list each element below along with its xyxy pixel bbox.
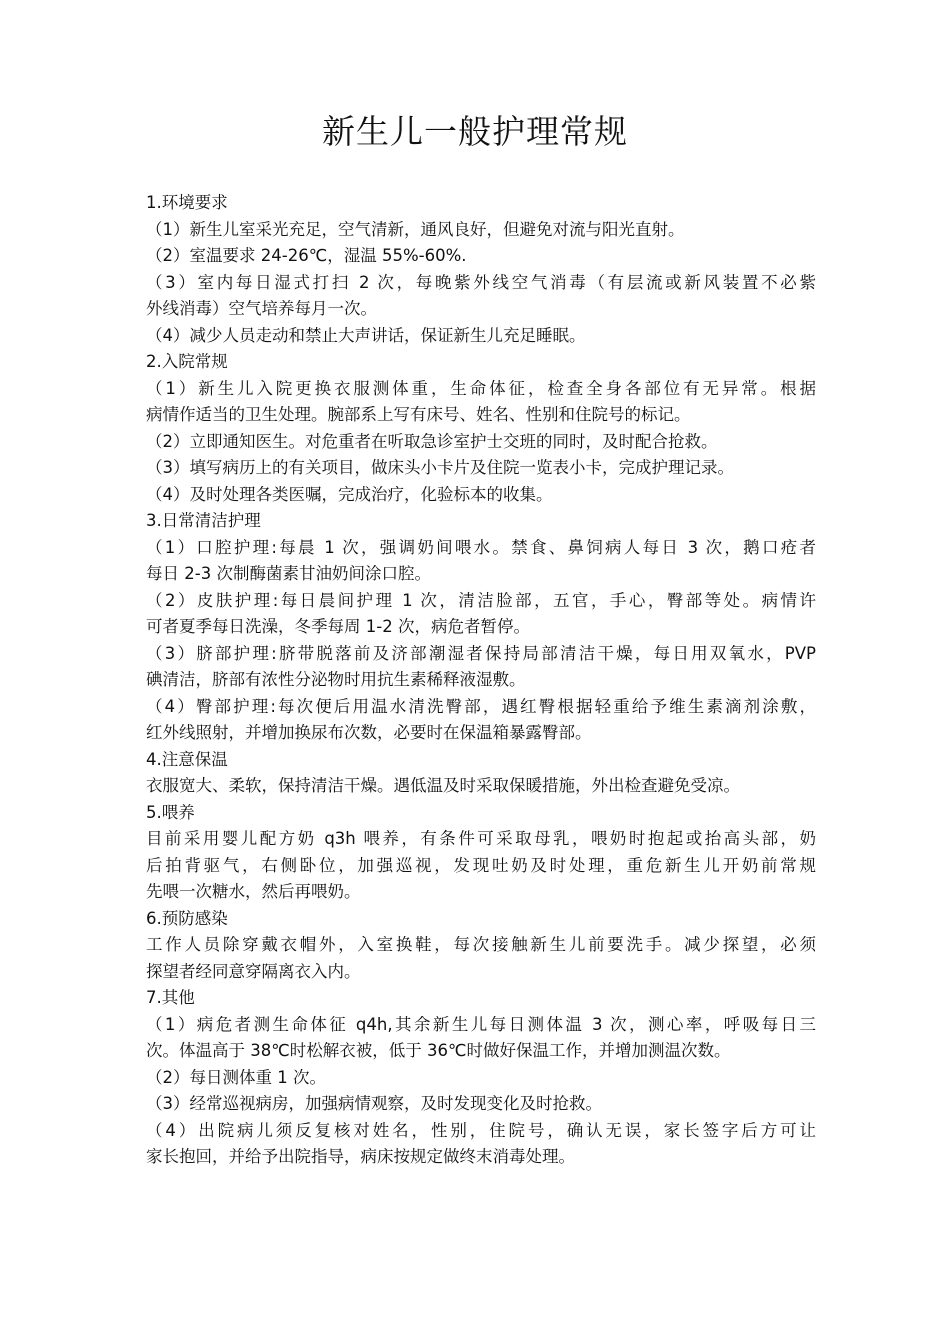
body-line: 探望者经同意穿隔离衣入内。 <box>146 961 361 981</box>
body-line: （1）病危者测生命体征 q4h,其余新生儿每日测体温 3 次，测心率，呼吸每日三 <box>146 1014 816 1034</box>
body-line: （3）填写病历上的有关项目，做床头小卡片及住院一览表小卡，完成护理记录。 <box>146 458 734 477</box>
section-heading: 2.入院常规 <box>146 352 228 371</box>
body-line: 可者夏季每日洗澡，冬季每周 1-2 次，病危者暂停。 <box>146 617 530 636</box>
body-line: （2）每日测体重 1 次。 <box>146 1067 326 1087</box>
body-line: 目前采用婴儿配方奶 q3h 喂养，有条件可采取母乳，喂奶时抱起或抬高头部，奶 <box>146 829 816 848</box>
section-heading: 4.注意保温 <box>146 749 228 769</box>
body-line: （4）减少人员走动和禁止大声讲话，保证新生儿充足睡眠。 <box>146 325 586 345</box>
body-line: 外线消毒）空气培养每月一次。 <box>146 299 377 318</box>
body-line: 工作人员除穿戴衣帽外，入室换鞋，每次接触新生儿前要洗手。减少探望，必须 <box>146 935 816 954</box>
document-title: 新生儿一般护理常规 <box>322 112 628 151</box>
body-line: 衣服宽大、柔软，保持清洁干燥。遇低温及时采取保暖措施，外出检查避免受凉。 <box>146 776 740 795</box>
body-line: （1）口腔护理:每晨 1 次，强调奶间喂水。禁食、鼻饲病人每日 3 次，鹅口疮者 <box>146 537 816 557</box>
body-line: （2）皮肤护理:每日晨间护理 1 次，清洁脸部，五官，手心，臀部等处。病情许 <box>146 590 816 610</box>
body-line: （2）室温要求 24-26℃，湿温 55%-60%. <box>146 246 467 265</box>
body-line: （3）脐部护理:脐带脱落前及济部潮湿者保持局部清洁干燥，每日用双氧水，PVP <box>146 643 816 663</box>
body-line: （1）新生儿室采光充足，空气清新，通风良好，但避免对流与阳光直射。 <box>146 219 685 239</box>
body-line: （1）新生儿入院更换衣服测体重，生命体征，检查全身各部位有无异常。根据 <box>146 378 816 398</box>
body-line: 红外线照射，并增加换尿布次数，必要时在保温箱暴露臀部。 <box>146 723 592 742</box>
body-line: 先喂一次糖水，然后再喂奶。 <box>146 882 361 901</box>
body-line: （3）室内每日湿式打扫 2 次，每晚紫外线空气消毒（有层流或新风装置不必紫 <box>146 272 816 292</box>
section-heading: 3.日常清洁护理 <box>146 511 261 530</box>
body-line: （2）立即通知医生。对危重者在听取急诊室护士交班的同时，及时配合抢救。 <box>146 431 718 451</box>
body-line: 病情作适当的卫生处理。腕部系上写有床号、姓名、性别和住院号的标记。 <box>146 405 691 424</box>
body-line: 后拍背驱气，右侧卧位，加强巡视，发现吐奶及时处理，重危新生儿开奶前常规 <box>146 855 816 875</box>
document-body <box>146 190 816 1171</box>
section-heading: 7.其他 <box>146 988 195 1007</box>
section-heading: 1.环境要求 <box>146 193 228 212</box>
body-line: （4）臀部护理:每次便后用温水清洗臀部，遇红臀根据轻重给予维生素滴剂涂敷， <box>146 696 816 716</box>
body-line: （3）经常巡视病房，加强病情观察，及时发现变化及时抢救。 <box>146 1094 602 1113</box>
body-line: 碘清洁，脐部有浓性分泌物时用抗生素稀释液湿敷。 <box>146 670 526 689</box>
body-line: （4）出院病儿须反复核对姓名，性别，住院号，确认无误，家长签字后方可让 <box>146 1120 816 1140</box>
body-line: 家长抱回，并给予出院指导，病床按规定做终末消毒处理。 <box>146 1147 575 1166</box>
section-heading: 5.喂养 <box>146 802 195 822</box>
section-heading: 6.预防感染 <box>146 908 228 928</box>
body-line: 每日 2-3 次制酶菌素甘油奶间涂口腔。 <box>146 564 431 583</box>
body-line: （4）及时处理各类医嘱，完成治疗，化验标本的收集。 <box>146 484 553 504</box>
body-line: 次。体温高于 38℃时松解衣被，低于 36℃时做好保温工作，并增加测温次数。 <box>146 1041 731 1060</box>
